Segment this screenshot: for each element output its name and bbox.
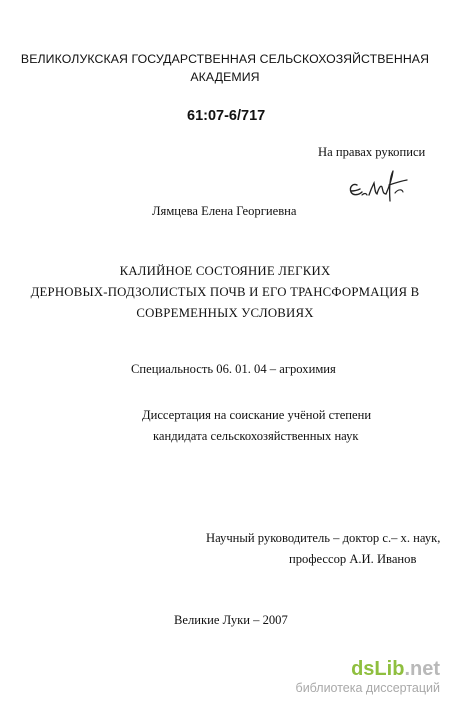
degree-line-2: кандидата сельскохозяйственных наук [153, 429, 359, 443]
author-name: Лямцева Елена Георгиевна [152, 204, 297, 218]
degree-line-1: Диссертация на соискание учёной степени [142, 408, 372, 422]
signature-icon [345, 165, 415, 209]
title-line-2: ДЕРНОВЫХ-ПОДЗОЛИСТЫХ ПОЧВ И ЕГО ТРАНСФОРМАЦИЯ В [30, 285, 420, 299]
watermark-subtitle: библиотека диссертаций [295, 681, 440, 695]
place-year: Великие Луки – 2007 [174, 613, 288, 627]
title-line-1: КАЛИЙНОЕ СОСТОЯНИЕ ЛЕГКИХ [119, 264, 331, 278]
institution-line-2: АКАДЕМИЯ [190, 70, 260, 84]
title-line-3: СОВРЕМЕННЫХ УСЛОВИЯХ [136, 306, 314, 320]
document-code: 61:07-6/717 [187, 108, 266, 124]
specialty: Специальность 06. 01. 04 – агрохимия [131, 362, 336, 376]
advisor-line-1: Научный руководитель – доктор с.– х. наук, [206, 531, 441, 545]
advisor-line-2: профессор А.И. Иванов [289, 552, 417, 566]
institution-line-1: ВЕЛИКОЛУКСКАЯ ГОСУДАРСТВЕННАЯ СЕЛЬСКОХОЗЯЙСТВЕННАЯ [20, 52, 430, 66]
watermark [296, 658, 440, 696]
rights-note: На правах рукописи [318, 145, 426, 159]
watermark-logo: dsLib.net [351, 658, 440, 680]
